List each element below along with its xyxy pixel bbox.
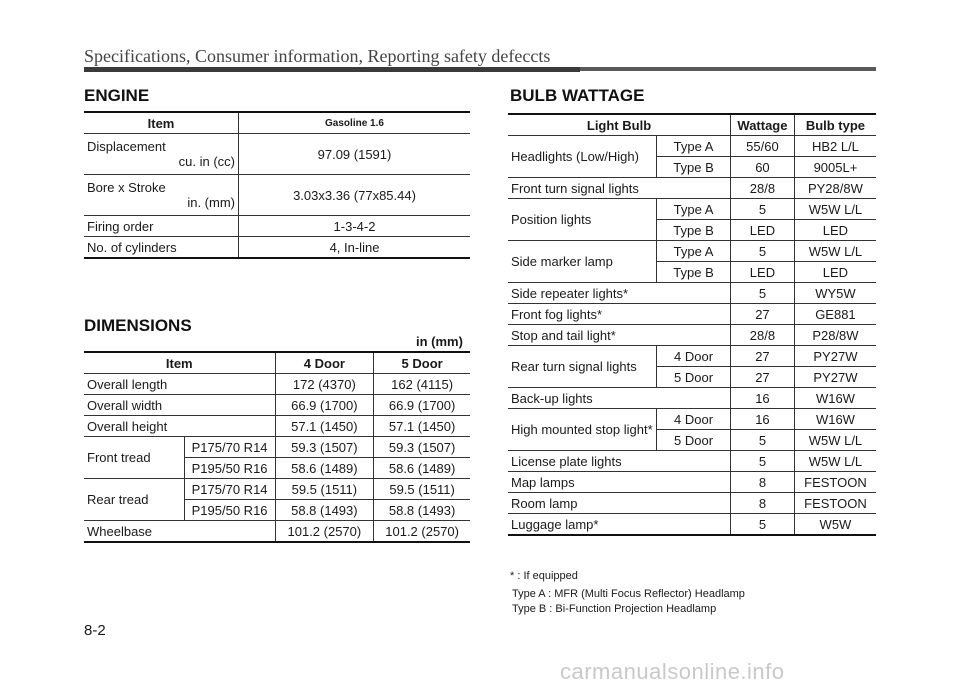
dim-rear-tread-b-5door: 58.8 (1493) [374,500,470,521]
bulb-row-luggage: Luggage lamp* [508,514,731,536]
dim-length-5door: 162 (4115) [374,374,470,395]
bulb-headlights-a-wattage: 55/60 [731,136,795,157]
dim-col-4door: 4 Door [275,352,374,374]
bulb-position-type-a: Type A [657,199,731,220]
bulb-high-mount-5door: 5 Door [657,430,731,451]
bulb-table [508,113,876,536]
dim-height-4door: 57.1 (1450) [275,416,374,437]
dim-wheelbase-5door: 101.2 (2570) [374,521,470,543]
bulb-row-side-repeater: Side repeater lights* [508,283,731,304]
bulb-rear-turn-a-wattage: 27 [731,346,795,367]
bulb-rear-turn-5door: 5 Door [657,367,731,388]
bulb-high-mount-4door: 4 Door [657,409,731,430]
dim-rear-tread-tire-a: P175/70 R14 [184,479,275,500]
dim-front-tread-tire-b: P195/50 R16 [184,458,275,479]
dim-col-5door: 5 Door [374,352,470,374]
bulb-high-mount-a-type: W16W [794,409,876,430]
dim-rear-tread-tire-b: P195/50 R16 [184,500,275,521]
bulb-headlights-b-type: 9005L+ [794,157,876,178]
bulb-position-type-b: Type B [657,220,731,241]
dim-rear-tread-a-5door: 59.5 (1511) [374,479,470,500]
bulb-position-b-wattage: LED [731,220,795,241]
bulb-front-fog-wattage: 27 [731,304,795,325]
engine-value-firing-order: 1-3-4-2 [239,216,471,237]
bulb-side-marker-a-wattage: 5 [731,241,795,262]
engine-col-item: Item [84,112,239,134]
dimensions-table [84,351,470,543]
bulb-row-map: Map lamps [508,472,731,493]
dim-front-tread-b-5door: 58.6 (1489) [374,458,470,479]
bulb-col-type: Bulb type [794,114,876,136]
engine-value-cylinders: 4, In-line [239,237,471,259]
dim-wheelbase-4door: 101.2 (2570) [275,521,374,543]
dim-front-tread-a-5door: 59.3 (1507) [374,437,470,458]
page-header-title: Specifications, Consumer information, Reporting safety defeccts [84,46,551,66]
bulb-side-marker-type-b: Type B [657,262,731,283]
engine-col-gasoline: Gasoline 1.6 [239,112,471,134]
bulb-row-position: Position lights [508,199,657,241]
bulb-front-turn-wattage: 28/8 [731,178,795,199]
bulb-side-repeater-wattage: 5 [731,283,795,304]
dimensions-unit-note: in (mm) [416,334,463,349]
engine-row-cylinders: No. of cylinders [84,237,239,259]
bulb-room-wattage: 8 [731,493,795,514]
bulb-row-license: License plate lights [508,451,731,472]
bulb-license-type: W5W L/L [794,451,876,472]
bulb-row-rear-turn: Rear turn signal lights [508,346,657,388]
bulb-rear-turn-a-type: PY27W [794,346,876,367]
bulb-rear-turn-b-type: PY27W [794,367,876,388]
bulb-luggage-type: W5W [794,514,876,536]
bulb-map-type: FESTOON [794,472,876,493]
bulb-footnote: * : If equipped [510,570,578,582]
engine-table [84,111,470,259]
engine-section-title: ENGINE [84,86,150,105]
dim-row-rear-tread: Rear tread [84,479,184,521]
bulb-front-fog-type: GE881 [794,304,876,325]
dim-width-4door: 66.9 (1700) [275,395,374,416]
bulb-row-headlights: Headlights (Low/High) [508,136,657,178]
bulb-room-type: FESTOON [794,493,876,514]
page-number: 8-2 [84,622,106,639]
dim-front-tread-tire-a: P175/70 R14 [184,437,275,458]
bulb-backup-wattage: 16 [731,388,795,409]
bulb-col-wattage: Wattage [731,114,795,136]
watermark: carmanualsonline.info [560,659,785,684]
dim-rear-tread-a-4door: 59.5 (1511) [275,479,374,500]
bulb-row-high-mount: High mounted stop light* [508,409,657,451]
dim-width-5door: 66.9 (1700) [374,395,470,416]
engine-row-bore-stroke: Bore x Stroke in. (mm) [84,175,239,216]
engine-value-displacement: 97.09 (1591) [239,134,471,175]
bulb-stop-tail-wattage: 28/8 [731,325,795,346]
bulb-map-wattage: 8 [731,472,795,493]
bulb-row-backup: Back-up lights [508,388,731,409]
dim-length-4door: 172 (4370) [275,374,374,395]
bulb-front-turn-type: PY28/8W [794,178,876,199]
bulb-note-type-b: Type B : Bi-Function Projection Headlamp [512,603,717,615]
bulb-row-front-fog: Front fog lights* [508,304,731,325]
bulb-section-title: BULB WATTAGE [510,86,645,105]
bulb-position-a-wattage: 5 [731,199,795,220]
dim-col-item: Item [84,352,275,374]
engine-value-bore-stroke: 3.03x3.36 (77x85.44) [239,175,471,216]
bulb-stop-tail-type: P28/8W [794,325,876,346]
dimensions-section-title: DIMENSIONS [84,316,192,335]
bulb-col-light: Light Bulb [508,114,731,136]
bulb-headlights-a-type: HB2 L/L [794,136,876,157]
bulb-headlights-type-b: Type B [657,157,731,178]
dim-rear-tread-b-4door: 58.8 (1493) [275,500,374,521]
engine-row-displacement: Displacement cu. in (cc) [84,134,239,175]
dim-front-tread-a-4door: 59.3 (1507) [275,437,374,458]
dim-row-wheelbase: Wheelbase [84,521,275,543]
bulb-rear-turn-4door: 4 Door [657,346,731,367]
bulb-row-side-marker: Side marker lamp [508,241,657,283]
header-rule-accent [84,67,580,72]
bulb-position-b-type: LED [794,220,876,241]
bulb-side-marker-type-a: Type A [657,241,731,262]
bulb-side-marker-b-wattage: LED [731,262,795,283]
dim-row-length: Overall length [84,374,275,395]
engine-row-firing-order: Firing order [84,216,239,237]
bulb-row-room: Room lamp [508,493,731,514]
bulb-headlights-b-wattage: 60 [731,157,795,178]
bulb-position-a-type: W5W L/L [794,199,876,220]
bulb-luggage-wattage: 5 [731,514,795,536]
dim-row-front-tread: Front tread [84,437,184,479]
bulb-high-mount-a-wattage: 16 [731,409,795,430]
dim-row-height: Overall height [84,416,275,437]
bulb-side-marker-b-type: LED [794,262,876,283]
bulb-row-front-turn: Front turn signal lights [508,178,731,199]
dim-height-5door: 57.1 (1450) [374,416,470,437]
bulb-side-repeater-type: WY5W [794,283,876,304]
bulb-headlights-type-a: Type A [657,136,731,157]
bulb-side-marker-a-type: W5W L/L [794,241,876,262]
dim-row-width: Overall width [84,395,275,416]
bulb-backup-type: W16W [794,388,876,409]
bulb-rear-turn-b-wattage: 27 [731,367,795,388]
bulb-note-type-a: Type A : MFR (Multi Focus Reflector) Headlamp [512,588,745,600]
dim-front-tread-b-4door: 58.6 (1489) [275,458,374,479]
bulb-high-mount-b-type: W5W L/L [794,430,876,451]
bulb-high-mount-b-wattage: 5 [731,430,795,451]
bulb-license-wattage: 5 [731,451,795,472]
bulb-row-stop-tail: Stop and tail light* [508,325,731,346]
